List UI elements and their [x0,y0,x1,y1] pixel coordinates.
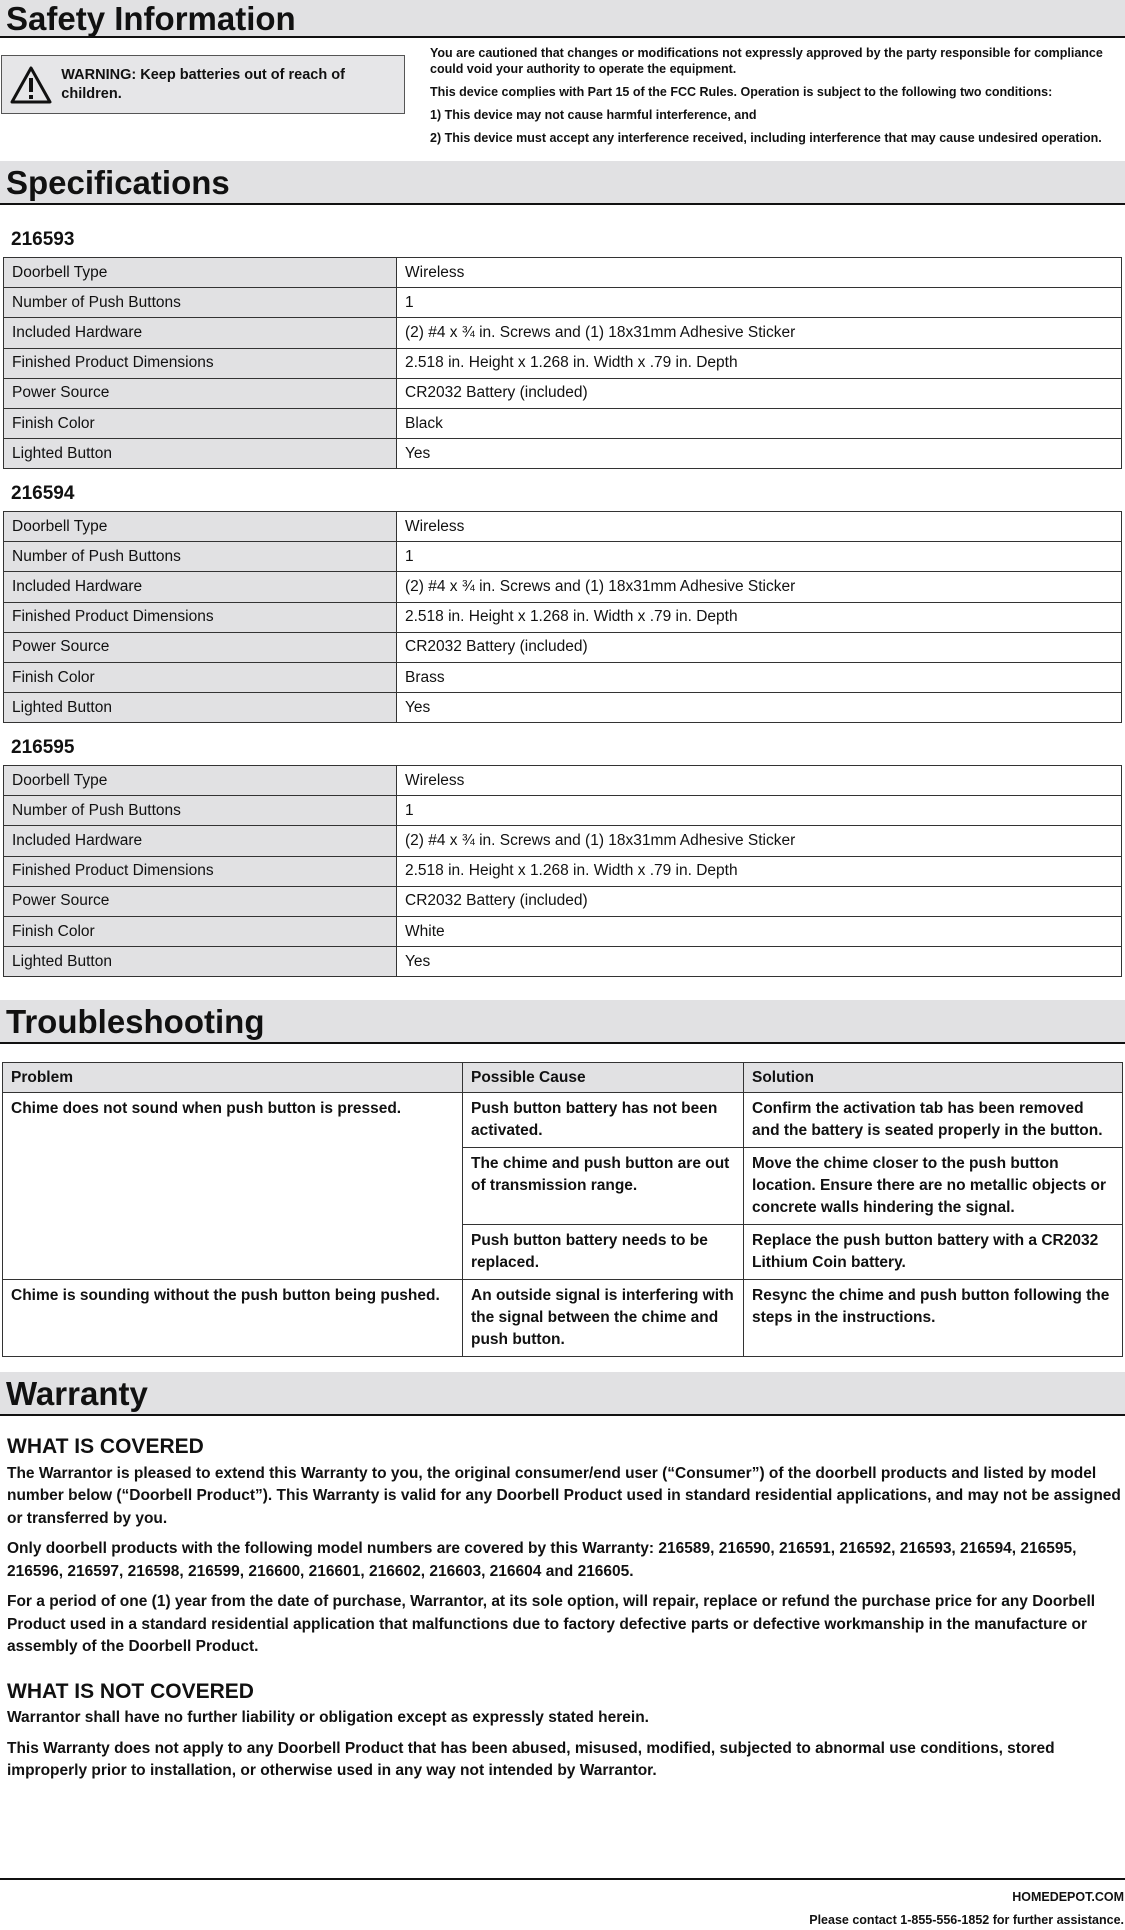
spec-value: Brass [397,662,1122,692]
table-row [4,572,1122,602]
spec-value: CR2032 Battery (included) [397,632,1122,662]
spec-key: Lighted Button [4,693,397,723]
spec-key: Lighted Button [4,947,397,977]
spec-key: Lighted Button [4,439,397,469]
model-number: 216593 [11,229,75,250]
fcc-paragraph: 1) This device may not cause harmful interference, and [430,108,757,122]
column-header: Solution [744,1063,1123,1093]
table-row [4,916,1122,946]
warning-label: WARNING: [61,66,137,83]
spec-value: 1 [397,288,1122,318]
spec-key: Finished Product Dimensions [4,602,397,632]
warranty-heading: Warranty [0,1372,1125,1416]
cause-cell: An outside signal is interfering with the signal between the chime and push button. [463,1280,744,1357]
cause-cell: Push button battery has not been activated. [463,1093,744,1148]
spec-table [3,511,1122,723]
spec-value: 1 [397,796,1122,826]
spec-value: 1 [397,542,1122,572]
table-row [4,632,1122,662]
spec-value: Wireless [397,258,1122,288]
troubleshooting-heading: Troubleshooting [0,1000,1125,1044]
spec-value: CR2032 Battery (included) [397,378,1122,408]
table-row [3,1093,1123,1148]
table-row [4,439,1122,469]
table-row [4,766,1122,796]
warning-box [1,55,405,114]
not-covered-heading: WHAT IS NOT COVERED [7,1679,254,1703]
spec-value: Black [397,408,1122,438]
footer-contact: Please contact 1-855-556-1852 for further assistance. [809,1913,1124,1927]
table-row [4,662,1122,692]
spec-key: Included Hardware [4,826,397,856]
table-row [4,796,1122,826]
table-row [4,542,1122,572]
spec-key: Number of Push Buttons [4,288,397,318]
covered-heading: WHAT IS COVERED [7,1435,204,1458]
table-header-row [3,1063,1123,1093]
spec-value: Wireless [397,512,1122,542]
table-row [4,693,1122,723]
warranty-paragraph: For a period of one (1) year from the date of purchase, Warrantor, at its sole option, will repair, replace or refund the purchase price for any Doorbell Product used in a standard residential application that malfunctions due to factory defective parts or defective workmanship in the manufacture or assembly of the Doorbell Product. [7,1593,1096,1655]
spec-key: Doorbell Type [4,258,397,288]
spec-value: (2) #4 x ¾ in. Screws and (1) 18x31mm Adhesive Sticker [397,826,1122,856]
spec-value: Yes [397,439,1122,469]
spec-key: Finish Color [4,408,397,438]
spec-key: Finished Product Dimensions [4,348,397,378]
spec-key: Finish Color [4,916,397,946]
table-row [4,258,1122,288]
solution-cell: Move the chime closer to the push button location. Ensure there are no metallic objects or concrete walls hindering the signal. [744,1148,1123,1225]
spec-value: (2) #4 x ¾ in. Screws and (1) 18x31mm Adhesive Sticker [397,572,1122,602]
safety-heading: Safety Information [0,0,1125,38]
warranty-paragraph: This Warranty does not apply to any Doorbell Product that has been abused, misused, modified, subjected to abnormal use conditions, stored improperly prior to installation, or otherwise used in any way not intended by Warrantor. [7,1739,1055,1779]
specifications-heading: Specifications [0,161,1125,205]
problem-cell: Chime is sounding without the push button being pushed. [3,1280,463,1357]
spec-key: Power Source [4,632,397,662]
spec-key: Power Source [4,378,397,408]
warranty-body [7,1436,1122,1791]
spec-key: Doorbell Type [4,766,397,796]
warranty-paragraph: Warrantor shall have no further liability or obligation except as expressly stated herein. [7,1709,649,1726]
warranty-paragraph: Only doorbell products with the following model numbers are covered by this Warranty: 216589, 216590, 216591, 216592, 216593, 216594, 216595, 216596, 216597, 216598, 216599, 216600, 216601, 216602, 216603, 216604 and 216605. [7,1540,1077,1580]
table-row [4,947,1122,977]
problem-cell: Chime does not sound when push button is pressed. [3,1093,463,1280]
table-row [3,1280,1123,1357]
model-number: 216595 [11,737,75,758]
table-row [4,408,1122,438]
fcc-paragraph: 2) This device must accept any interference received, including interference that may cause undesired operation. [430,131,1102,145]
table-row [4,602,1122,632]
model-number: 216594 [11,483,75,504]
spec-value: Wireless [397,766,1122,796]
column-header: Possible Cause [463,1063,744,1093]
solution-cell: Resync the chime and push button following the steps in the instructions. [744,1280,1123,1357]
table-row [4,826,1122,856]
spec-value: Yes [397,947,1122,977]
fcc-paragraph: This device complies with Part 15 of the FCC Rules. Operation is subject to the following two conditions: [430,85,1053,99]
cause-cell: Push button battery needs to be replaced. [463,1225,744,1280]
table-row [4,378,1122,408]
table-row [4,318,1122,348]
table-row [4,348,1122,378]
spec-key: Finished Product Dimensions [4,856,397,886]
spec-value: 2.518 in. Height x 1.268 in. Width x .79 in. Depth [397,856,1122,886]
table-row [4,512,1122,542]
warning-text [61,66,404,104]
troubleshooting-table [2,1062,1123,1357]
spec-key: Doorbell Type [4,512,397,542]
spec-key: Number of Push Buttons [4,796,397,826]
spec-value: (2) #4 x ¾ in. Screws and (1) 18x31mm Adhesive Sticker [397,318,1122,348]
footer-site: HOMEDEPOT.COM [1012,1890,1124,1904]
cause-cell: The chime and push button are out of transmission range. [463,1148,744,1225]
column-header: Problem [3,1063,463,1093]
footer-divider [0,1878,1125,1880]
spec-value: Yes [397,693,1122,723]
spec-value: 2.518 in. Height x 1.268 in. Width x .79 in. Depth [397,348,1122,378]
warning-icon [8,55,53,114]
table-row [4,886,1122,916]
warning-message: Keep batteries out of reach of children. [61,66,345,102]
spec-key: Finish Color [4,662,397,692]
warranty-paragraph: The Warrantor is pleased to extend this Warranty to you, the original consumer/end user (“Consumer”) of the doorbell products and listed by model number below (“Doorbell Product”). This Warranty is valid for any Doorbell Product used in standard residential applications, and may not be assigned or transferred by you. [7,1464,1121,1527]
fcc-paragraph: You are cautioned that changes or modifications not expressly approved by the party responsible for compliance could void your authority to operate the equipment. [430,46,1103,76]
fcc-statement [430,45,1120,153]
spec-key: Power Source [4,886,397,916]
spec-table [3,257,1122,469]
spec-key: Included Hardware [4,572,397,602]
spec-value: CR2032 Battery (included) [397,886,1122,916]
spec-value: White [397,916,1122,946]
spec-key: Number of Push Buttons [4,542,397,572]
solution-cell: Replace the push button battery with a CR2032 Lithium Coin battery. [744,1225,1123,1280]
spec-value: 2.518 in. Height x 1.268 in. Width x .79 in. Depth [397,602,1122,632]
table-row [4,856,1122,886]
table-row [4,288,1122,318]
spec-key: Included Hardware [4,318,397,348]
spec-table [3,765,1122,977]
solution-cell: Confirm the activation tab has been removed and the battery is seated properly in the button. [744,1093,1123,1148]
